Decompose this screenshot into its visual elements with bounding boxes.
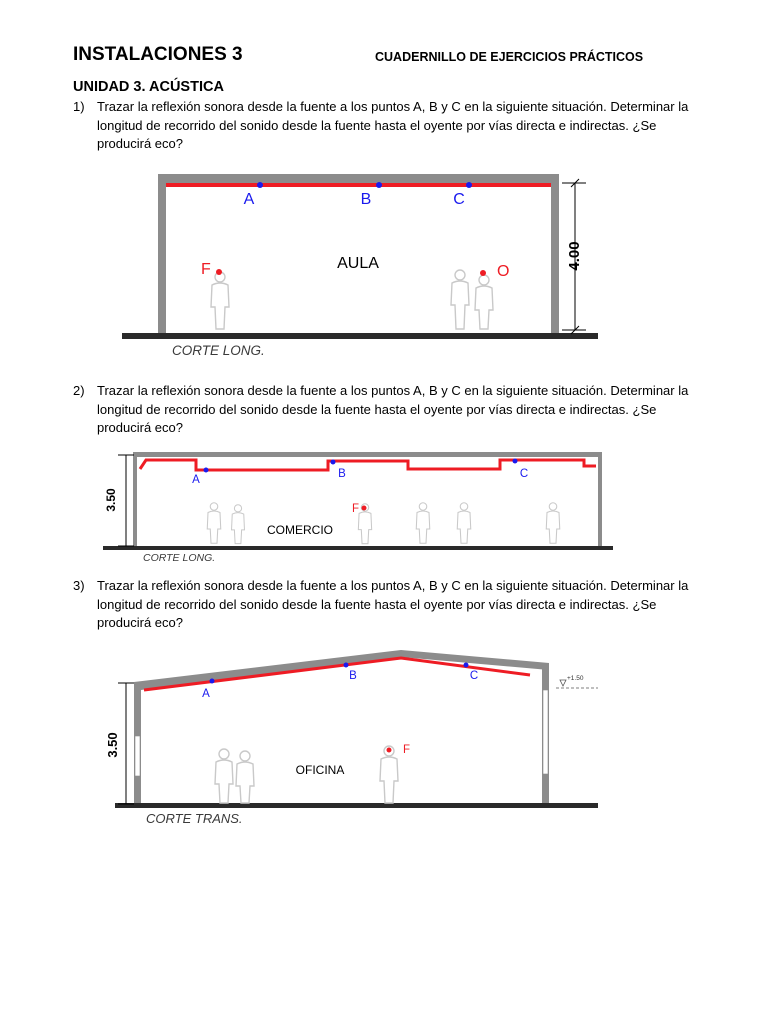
person-figure [451,270,469,329]
level-mark: +1.50 [567,675,584,682]
sound-source-point [216,269,222,275]
point-label-a: A [243,191,255,208]
exercise-number: 3) [73,578,85,593]
dimension-value: 4.00 [566,241,583,271]
floor-line [122,333,598,339]
level-marker-icon [560,680,566,686]
unit-title: UNIDAD 3. ACÚSTICA [73,79,224,95]
figure-oficina-section [0,640,768,830]
person-figure [416,503,430,544]
reflection-point-c [466,182,472,188]
room-label: COMERCIO [267,523,333,537]
sound-source-point [387,748,392,753]
source-label: F [352,503,360,515]
section-label: CORTE LONG. [172,343,265,358]
exercise-2 [73,382,693,438]
person-figure [475,275,493,329]
source-label: F [201,261,211,278]
window-opening [135,736,140,776]
source-label: F [403,744,411,756]
ceiling-slab [158,174,559,183]
reflection-point-b [376,182,382,188]
reflection-point-c [464,663,469,668]
ceiling-reflective-surface [166,183,551,187]
wall-right [598,452,602,547]
point-label-b: B [338,468,346,480]
floor-line [103,546,613,550]
person-figure [546,503,560,544]
figure-comercio-section [0,445,768,570]
reflection-point-b [331,460,336,465]
figure-aula-section [0,165,768,365]
exercise-statement: Trazar la reflexión sonora desde la fuente a los puntos A, B y C en la siguiente situación. Determinar la longitud de recorrido del sonido desde la fuente hasta el oyente por vías directa e indirectas. ¿Se producirá eco? [97,99,689,151]
window-opening [543,690,548,774]
point-label-c: C [469,670,479,682]
reflection-point-b [344,663,349,668]
room-label: OFICINA [295,763,345,777]
course-title: INSTALACIONES 3 [73,44,243,65]
person-figure [211,272,229,329]
section-label: CORTE TRANS. [146,811,243,826]
reflection-point-a [210,679,215,684]
reflection-point-a [204,468,209,473]
section-label: CORTE LONG. [143,552,216,564]
reflection-point-c [513,459,518,464]
listener-point [480,270,486,276]
dimension-value: 3.50 [105,732,120,758]
point-label-a: A [192,474,200,486]
room-label: AULA [337,255,379,272]
point-label-c: C [519,468,529,480]
sound-source-point [362,506,367,511]
person-figure [236,751,254,803]
roof-slab [133,452,602,457]
exercise-number: 1) [73,99,85,114]
reflection-point-a [257,182,263,188]
exercise-3 [73,577,693,633]
point-label-b: B [349,670,357,682]
point-label-b: B [360,191,372,208]
person-figure [232,505,245,544]
exercise-number: 2) [73,383,85,398]
exercise-statement: Trazar la reflexión sonora desde la fuente a los puntos A, B y C en la siguiente situación. Determinar la longitud de recorrido del sonido desde la fuente hasta el oyente por vías directa e indirectas. ¿Se producirá eco? [97,383,689,435]
booklet-title: CUADERNILLO DE EJERCICIOS PRÁCTICOS [375,50,644,64]
wall-left [158,174,166,334]
point-label-a: A [202,688,210,700]
dimension-value: 3.50 [104,488,118,512]
person-figure [380,746,398,803]
floor-line [115,803,598,808]
exercise-statement: Trazar la reflexión sonora desde la fuente a los puntos A, B y C en la siguiente situación. Determinar la longitud de recorrido del sonido desde la fuente hasta el oyente por vías directa e indirectas. ¿Se producirá eco? [97,578,689,630]
listener-label: O [497,263,510,280]
person-figure [215,749,233,803]
wall-left [133,452,137,547]
exercise-1 [73,98,693,154]
point-label-c: C [453,191,465,208]
person-figure [457,503,471,544]
wall-right [551,174,559,334]
person-figure [207,503,221,544]
